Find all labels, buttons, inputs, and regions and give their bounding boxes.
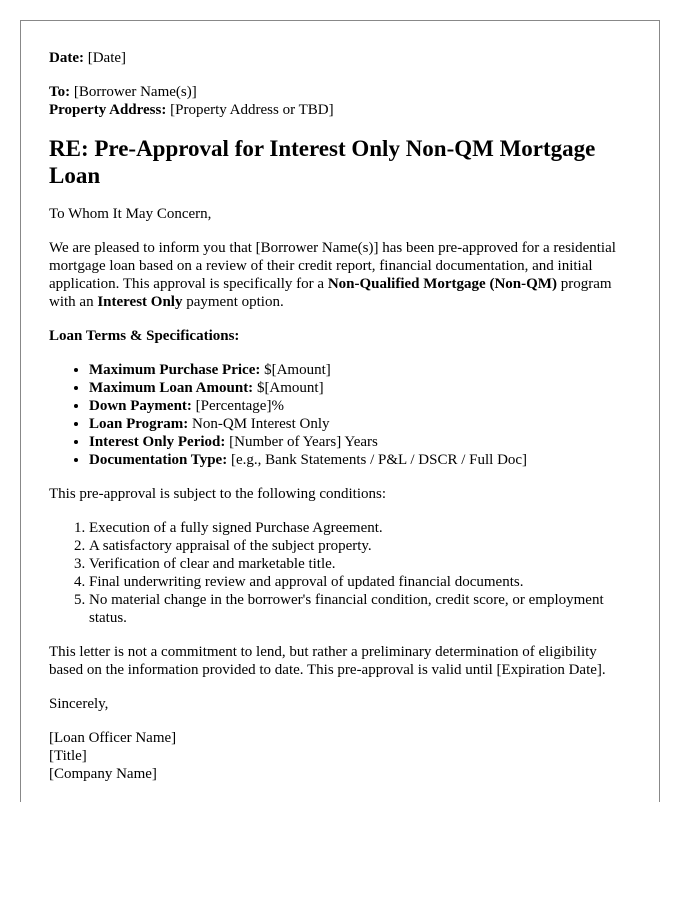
terms-heading [49,327,631,345]
date-label: Date: [49,50,84,66]
intro-text-2: program with an [49,276,612,310]
letter-page [20,20,660,802]
intro-text-3: payment option. [182,294,284,310]
term-value: [e.g., Bank Statements / P&L / DSCR / Full Doc] [230,452,528,468]
property-line [49,101,631,119]
intro-text-1: We are pleased to inform you that [Borrower Name(s)] has been pre-approved for a residential mortgage loan based on a review of their credit report, financial documentation, and initial application. This approval is specifically for a [49,240,616,292]
property-value: [Property Address or TBD] [170,102,334,118]
list-item: 3. Verification of clear and marketable title. [89,555,631,573]
term-value: Non-QM Interest Only [192,416,330,432]
to-line [49,83,631,101]
intro-bold-1: Non-Qualified Mortgage (Non-QM) [327,276,557,292]
term-label: Maximum Purchase Price: [89,362,261,378]
list-item: 4. Final underwriting review and approval of updated financial documents. [89,573,631,591]
list-item [89,451,631,469]
list-item [89,361,631,379]
term-label: Interest Only Period: [89,434,226,450]
list-item [89,433,631,451]
conditions-list [49,519,631,627]
list-item [89,397,631,415]
term-value: [Percentage]% [195,398,284,414]
disclaimer-paragraph: This letter is not a commitment to lend, but rather a preliminary determination of eligibility based on the information provided to date. This pre-approval is valid until [Expiration Date]. [49,644,606,678]
list-item [89,415,631,433]
term-label: Down Payment: [89,398,192,414]
term-label: Loan Program: [89,416,189,432]
terms-list [49,361,631,469]
signature-company: [Company Name] [49,766,157,782]
terms-heading-text: Loan Terms & Specifications: [49,328,240,344]
letter-title: RE: Pre-Approval for Interest Only Non-QM Mortgage Loan [49,136,596,188]
list-item: 5. No material change in the borrower's financial condition, credit score, or employment status. [89,591,631,627]
conditions-intro: This pre-approval is subject to the following conditions: [49,486,387,502]
letter-body [21,21,659,783]
date-value: [Date] [87,50,127,66]
signature-block [49,729,631,783]
to-value: [Borrower Name(s)] [73,84,197,100]
intro-bold-2: Interest Only [97,294,183,310]
intro-paragraph [49,239,631,311]
term-label: Maximum Loan Amount: [89,380,254,396]
term-label: Documentation Type: [89,452,228,468]
closing: Sincerely, [49,696,109,712]
salutation: To Whom It May Concern, [49,206,212,222]
property-label: Property Address: [49,102,167,118]
date-line [49,49,631,67]
to-label: To: [49,84,71,100]
list-item: 1. Execution of a fully signed Purchase Agreement. [89,519,631,537]
signature-title: [Title] [49,748,87,764]
signature-name: [Loan Officer Name] [49,730,177,746]
term-value: $[Amount] [256,380,324,396]
term-value: $[Amount] [264,362,331,378]
list-item: 2. A satisfactory appraisal of the subject property. [89,537,631,555]
list-item [89,379,631,397]
term-value: [Number of Years] Years [229,434,378,450]
